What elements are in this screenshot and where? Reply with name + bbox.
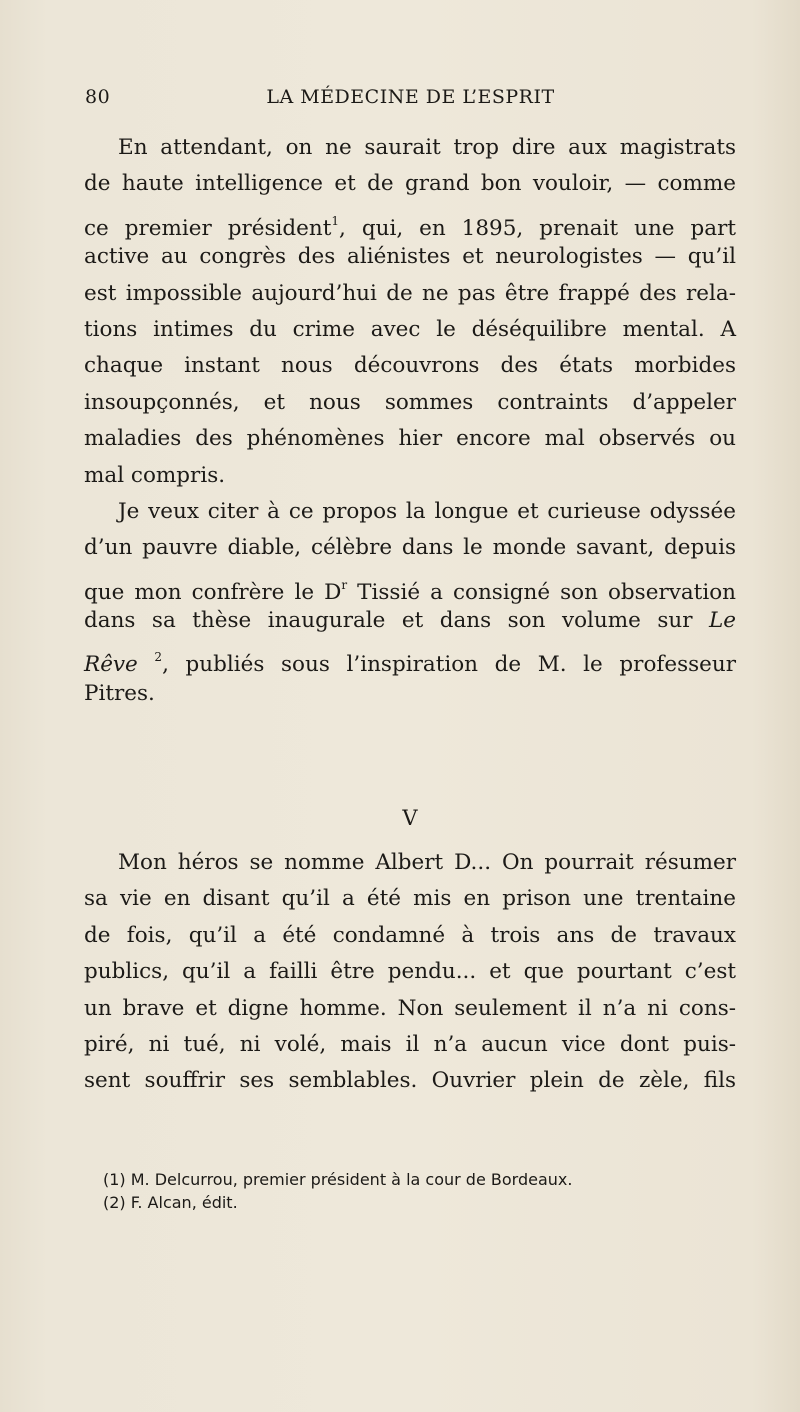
text-line: sa vie en disant qu’il a été mis en prison une trentaine bbox=[84, 886, 736, 912]
text-line: est impossible aujourd’hui de ne pas être frappé des rela- bbox=[84, 280, 736, 306]
book-title-part: Le bbox=[708, 608, 736, 634]
page-number: 80 bbox=[85, 86, 111, 108]
footnotes bbox=[103, 1168, 723, 1214]
running-title: LA MÉDECINE DE L’ESPRIT bbox=[266, 86, 555, 108]
footnote-2: (2) F. Alcan, édit. bbox=[103, 1193, 238, 1212]
main-text-section-v bbox=[84, 845, 736, 1100]
text-line: mal compris. bbox=[84, 462, 226, 488]
text-line: active au congrès des aliénistes et neurologistes — qu’il bbox=[84, 244, 736, 270]
text-line: tions intimes du crime avec le déséquilibre mental. A bbox=[84, 316, 736, 342]
doctor-abbrev-sup: r bbox=[341, 577, 348, 592]
text-line: dans sa thèse inaugurale et dans son volume sur Le bbox=[84, 608, 736, 634]
text-line: piré, ni tué, ni volé, mais il n’a aucun vice dont puis- bbox=[84, 1031, 736, 1057]
text-line: publics, qu’il a failli être pendu... et que pourtant c’est bbox=[84, 959, 736, 985]
text-line: Je veux citer à ce propos la longue et curieuse odyssée bbox=[118, 498, 736, 524]
text-line: maladies des phénomènes hier encore mal observés ou bbox=[84, 426, 736, 452]
text-line: En attendant, on ne saurait trop dire aux magistrats bbox=[118, 135, 736, 160]
text-line: un brave et digne homme. Non seulement il n’a ni cons- bbox=[84, 995, 736, 1021]
text-line: chaque instant nous découvrons des états morbides bbox=[84, 353, 736, 379]
page-header bbox=[85, 86, 736, 118]
book-title-part: Rêve bbox=[84, 652, 138, 678]
text-line: Mon héros se nomme Albert D... On pourrait résumer bbox=[118, 850, 736, 875]
main-text bbox=[84, 130, 736, 712]
footnote-ref-2: 2 bbox=[154, 650, 163, 665]
footnote-1: (1) M. Delcurrou, premier président à la cour de Bordeaux. bbox=[103, 1170, 573, 1189]
text-line: de fois, qu’il a été condamné à trois ans de travaux bbox=[84, 922, 736, 948]
text-line: d’un pauvre diable, célèbre dans le monde savant, depuis bbox=[84, 535, 736, 561]
text-line: de haute intelligence et de grand bon vouloir, — comme bbox=[84, 171, 736, 197]
text-line: sent souffrir ses semblables. Ouvrier plein de zèle, fils bbox=[84, 1068, 736, 1094]
text-line: Pitres. bbox=[84, 680, 155, 706]
text-line: ce premier président$^1$, qui, en 1895, prenait une part bbox=[84, 213, 736, 241]
section-heading: V bbox=[402, 806, 418, 830]
text-line: Rêve $^2$, publiés sous l’inspiration de M. le professeur bbox=[84, 650, 736, 678]
footnote-ref-1: 1 bbox=[331, 213, 340, 228]
text-line: que mon confrère le $D^r$ Tissié a consigné son observation bbox=[84, 577, 736, 605]
text-line: insoupçonnés, et nous sommes contraints d’appeler bbox=[84, 389, 736, 415]
